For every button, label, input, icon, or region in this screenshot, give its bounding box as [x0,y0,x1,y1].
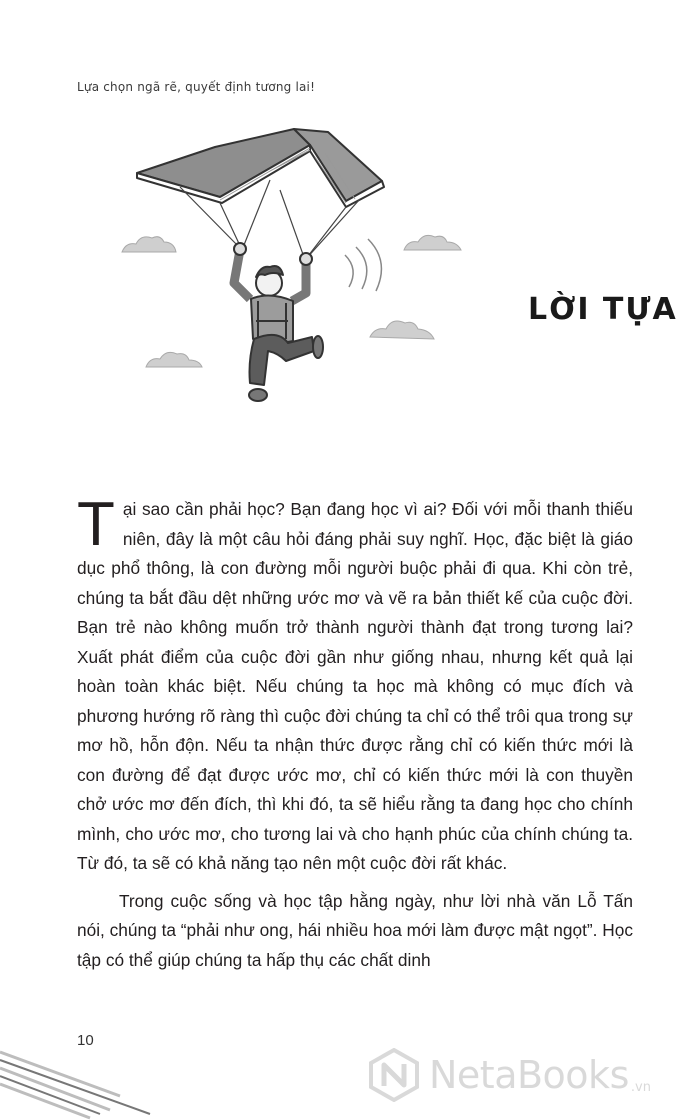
person-figure [234,243,323,401]
open-book-icon [137,129,384,207]
book-parachute-illustration [120,115,480,425]
cloud-icon [122,237,176,252]
paragraph-1-text: ại sao cần phải học? Bạn đang học vì ai? Đối với mỗi thanh thiếu niên, đây là một câu hỏi đáng phải suy nghĩ. Học, đặc biệt là giáo dục phổ thông, là con đường mỗi người buộc phải đi qua. Khi còn trẻ, chúng ta bắt đầu dệt những ước mơ và vẽ ra bản thiết kế của cuộc đời. Bạn trẻ nào không muốn trở thành người thành đạt trong tương lai? Xuất phát điểm của cuộc đời gần như giống nhau, nhưng kết quả lại hoàn toàn khác biệt. Nếu chúng ta học mà không có mục đích và phương hướng rõ ràng thì cuộc đời chúng ta chỉ có thể trôi qua trong sự mơ hồ, hỗn độn. Nếu ta nhận thức được rằng chỉ có kiến thức mới là con đường để đạt được ước mơ, chỉ có kiến thức mới là con thuyền chở ước mơ đến đích, thì khi đó, ta sẽ hiểu rằng ta đang học cho chính mình, cho ước mơ, cho tương lai và cho hạnh phúc của chính chúng ta. Từ đó, ta sẽ có khả năng tạo nên một cuộc đời rất khác. [77,499,633,873]
chapter-title: LỜI TỰA [528,292,678,327]
watermark-brand: NetaBooks [429,1053,629,1097]
paragraph-1 [77,490,633,879]
netabooks-logo-icon [367,1048,421,1102]
watermark-suffix: .vn [630,1080,651,1095]
watermark [367,1045,687,1105]
cloud-icon [404,235,461,250]
cloud-icon [370,321,434,339]
decorative-arrows [0,1040,180,1120]
running-header: Lựa chọn ngã rẽ, quyết định tương lai! [77,80,316,94]
cloud-icon [146,352,202,367]
body-text [77,490,633,975]
drop-cap: T [77,490,115,559]
paragraph-2: Trong cuộc sống và học tập hằng ngày, như lời nhà văn Lỗ Tấn nói, chúng ta “phải như ong, hái nhiều hoa mới làm được mật ngọt”. Học tập có thể giúp chúng ta hấp thụ các chất dinh [77,890,633,970]
page-number: 10 [77,1032,94,1049]
